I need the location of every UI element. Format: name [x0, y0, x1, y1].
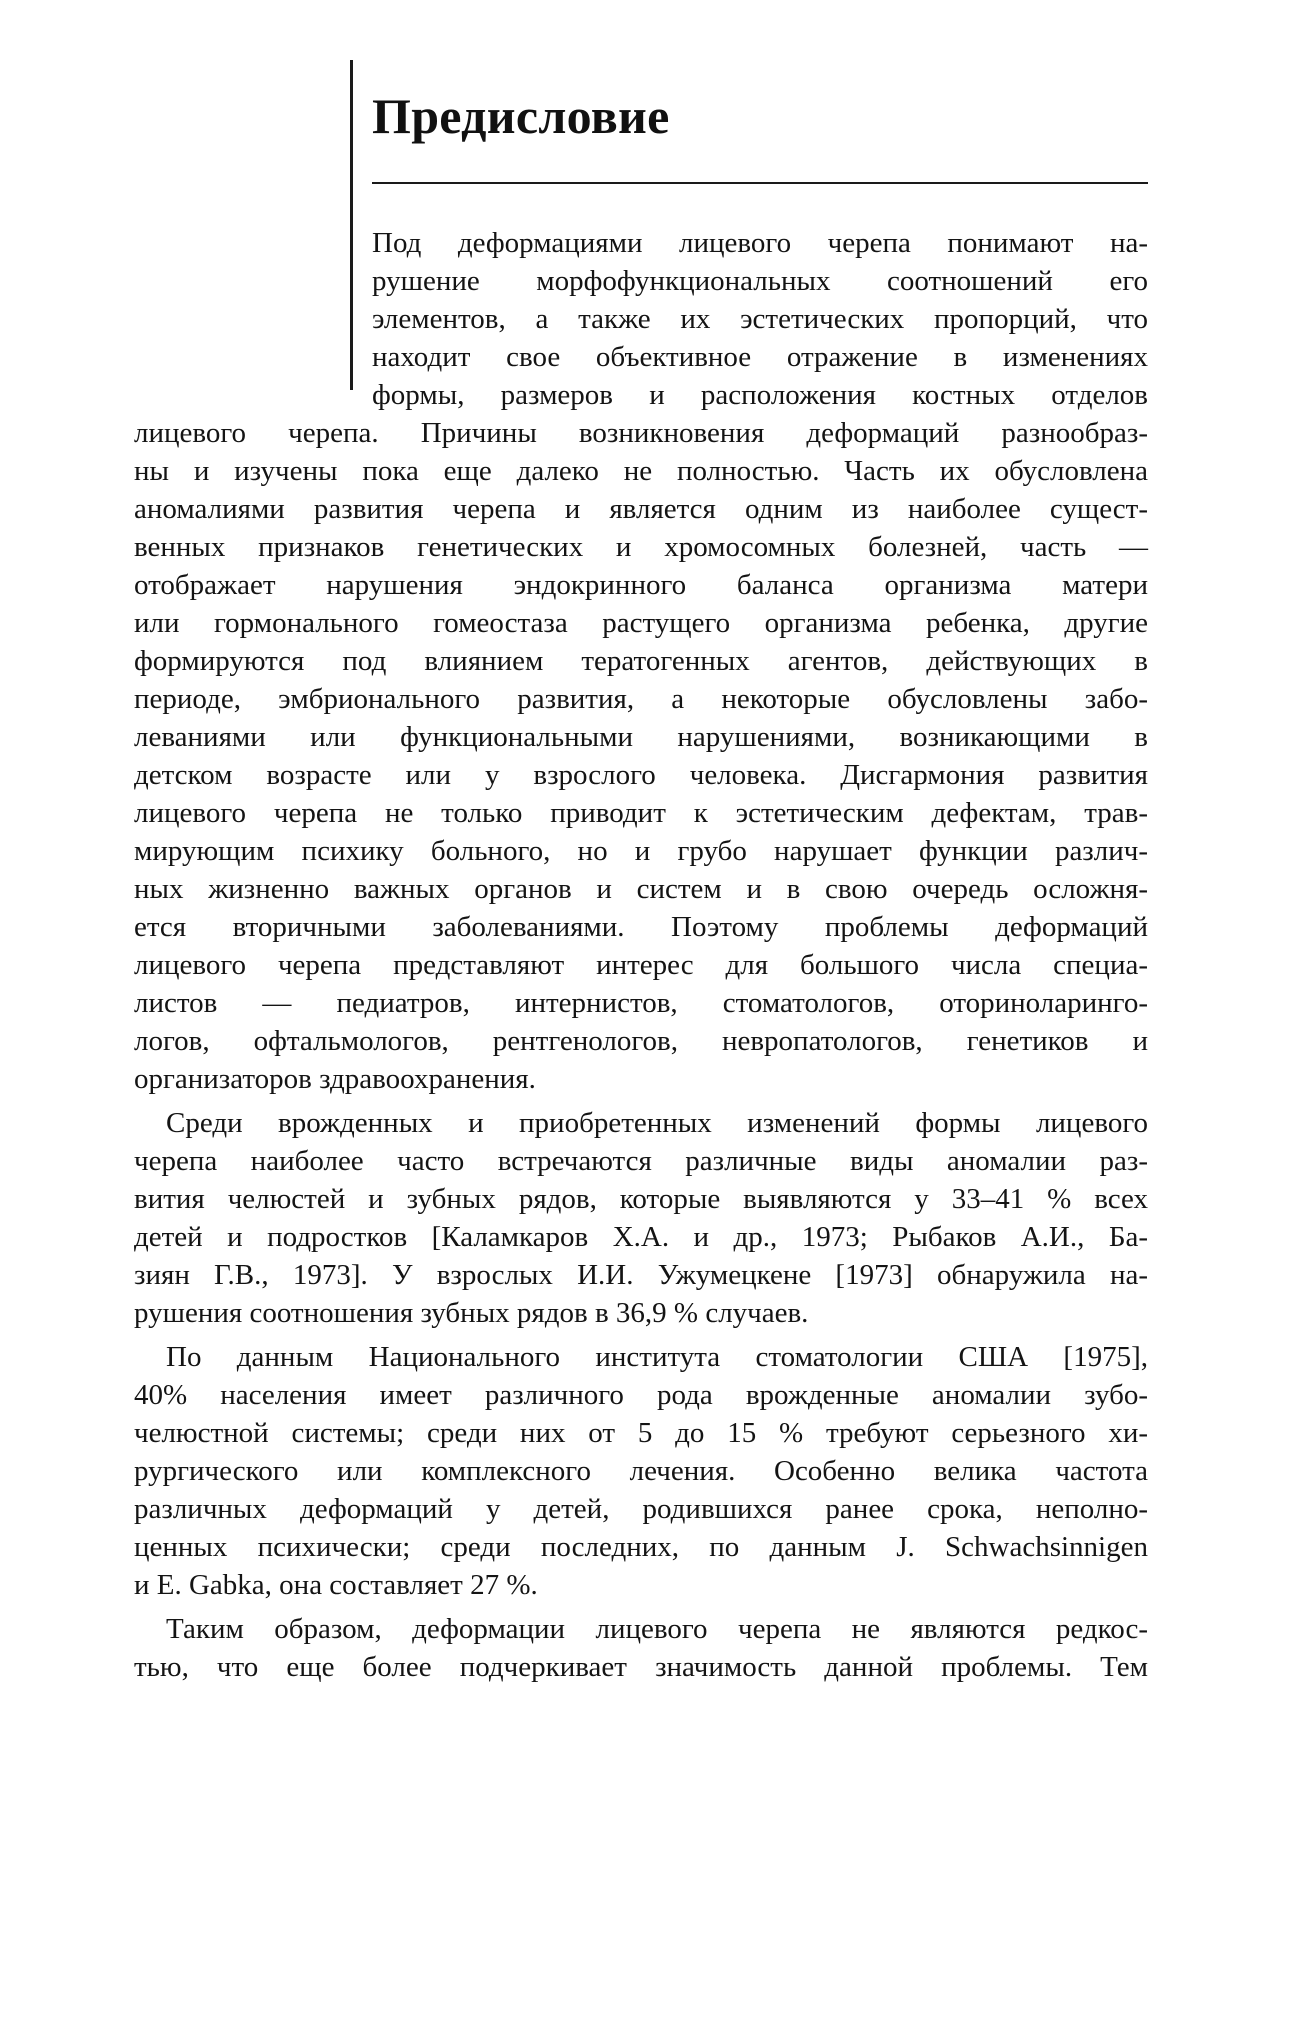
paragraph-3-line: и E. Gabka, она составляет 27 %. — [134, 1569, 538, 1601]
intro-line: находит свое объективное отражение в изменениях — [372, 341, 1148, 373]
paragraph-4-line: тью, что еще более подчеркивает значимость данной проблемы. Тем — [134, 1651, 1148, 1683]
paragraph-4-line: Таким образом, деформации лицевого черепа не являются редкос- — [166, 1613, 1148, 1645]
body-line: организаторов здравоохранения. — [134, 1063, 536, 1095]
body-line: ется вторичными заболеваниями. Поэтому проблемы деформаций — [134, 911, 1148, 943]
paragraph-2-line: рушения соотношения зубных рядов в 36,9 % случаев. — [134, 1297, 809, 1329]
paragraph-2-line: Среди врожденных и приобретенных изменений формы лицевого — [166, 1107, 1148, 1139]
body-line: детском возрасте или у взрослого человека. Дисгармония развития — [134, 759, 1148, 791]
paragraph-3-line: 40% населения имеет различного рода врожденные аномалии зубо- — [134, 1379, 1148, 1411]
page-title: Предисловие — [372, 88, 670, 144]
intro-line: рушение морфофункциональных соотношений его — [372, 265, 1148, 297]
paragraph-3-line: челюстной системы; среди них от 5 до 15 % требуют серьезного хи- — [134, 1417, 1148, 1449]
paragraph-3-line: ценных психически; среди последних, по данным J. Schwachsinnigen — [134, 1531, 1148, 1563]
title-vertical-rule — [350, 60, 353, 390]
paragraph-3-line: По данным Национального института стоматологии США [1975], — [166, 1341, 1148, 1373]
body-line: или гормонального гомеостаза растущего организма ребенка, другие — [134, 607, 1148, 639]
body-line: периоде, эмбрионального развития, а некоторые обусловлены забо- — [134, 683, 1148, 715]
intro-line: Под деформациями лицевого черепа понимают на- — [372, 227, 1148, 259]
body-line: аномалиями развития черепа и является одним из наиболее сущест- — [134, 493, 1148, 525]
paragraph-2-line: черепа наиболее часто встречаются различные виды аномалии раз- — [134, 1145, 1148, 1177]
body-line: листов — педиатров, интернистов, стоматологов, оториноларинго- — [134, 987, 1148, 1019]
body-line: отображает нарушения эндокринного баланса организма матери — [134, 569, 1148, 601]
paragraph-3-line: различных деформаций у детей, родившихся ранее срока, неполно- — [134, 1493, 1148, 1525]
title-horizontal-rule — [372, 182, 1148, 184]
body-line: логов, офтальмологов, рентгенологов, невропатологов, генетиков и — [134, 1025, 1148, 1057]
intro-line: формы, размеров и расположения костных отделов — [372, 379, 1148, 411]
body-line: лицевого черепа представляют интерес для большого числа специа- — [134, 949, 1148, 981]
paragraph-2-line: детей и подростков [Каламкаров Х.А. и др., 1973; Рыбаков А.И., Ба- — [134, 1221, 1148, 1253]
body-line: лицевого черепа не только приводит к эстетическим дефектам, трав- — [134, 797, 1148, 829]
body-line: ны и изучены пока еще далеко не полностью. Часть их обусловлена — [134, 455, 1148, 487]
paragraph-3-line: рургического или комплексного лечения. Особенно велика частота — [134, 1455, 1148, 1487]
body-line: леваниями или функциональными нарушениями, возникающими в — [134, 721, 1148, 753]
body-line: лицевого черепа. Причины возникновения деформаций разнообраз- — [134, 417, 1148, 449]
body-line: ных жизненно важных органов и систем и в свою очередь осложня- — [134, 873, 1148, 905]
intro-line: элементов, а также их эстетических пропорций, что — [372, 303, 1148, 335]
body-line: венных признаков генетических и хромосомных болезней, часть — — [134, 531, 1148, 563]
paragraph-2-line: вития челюстей и зубных рядов, которые выявляются у 33–41 % всех — [134, 1183, 1148, 1215]
body-line: мирующим психику больного, но и грубо нарушает функции различ- — [134, 835, 1148, 867]
paragraph-2-line: зиян Г.В., 1973]. У взрослых И.И. Ужумецкене [1973] обнаружила на- — [134, 1259, 1148, 1291]
body-line: формируются под влиянием тератогенных агентов, действующих в — [134, 645, 1148, 677]
